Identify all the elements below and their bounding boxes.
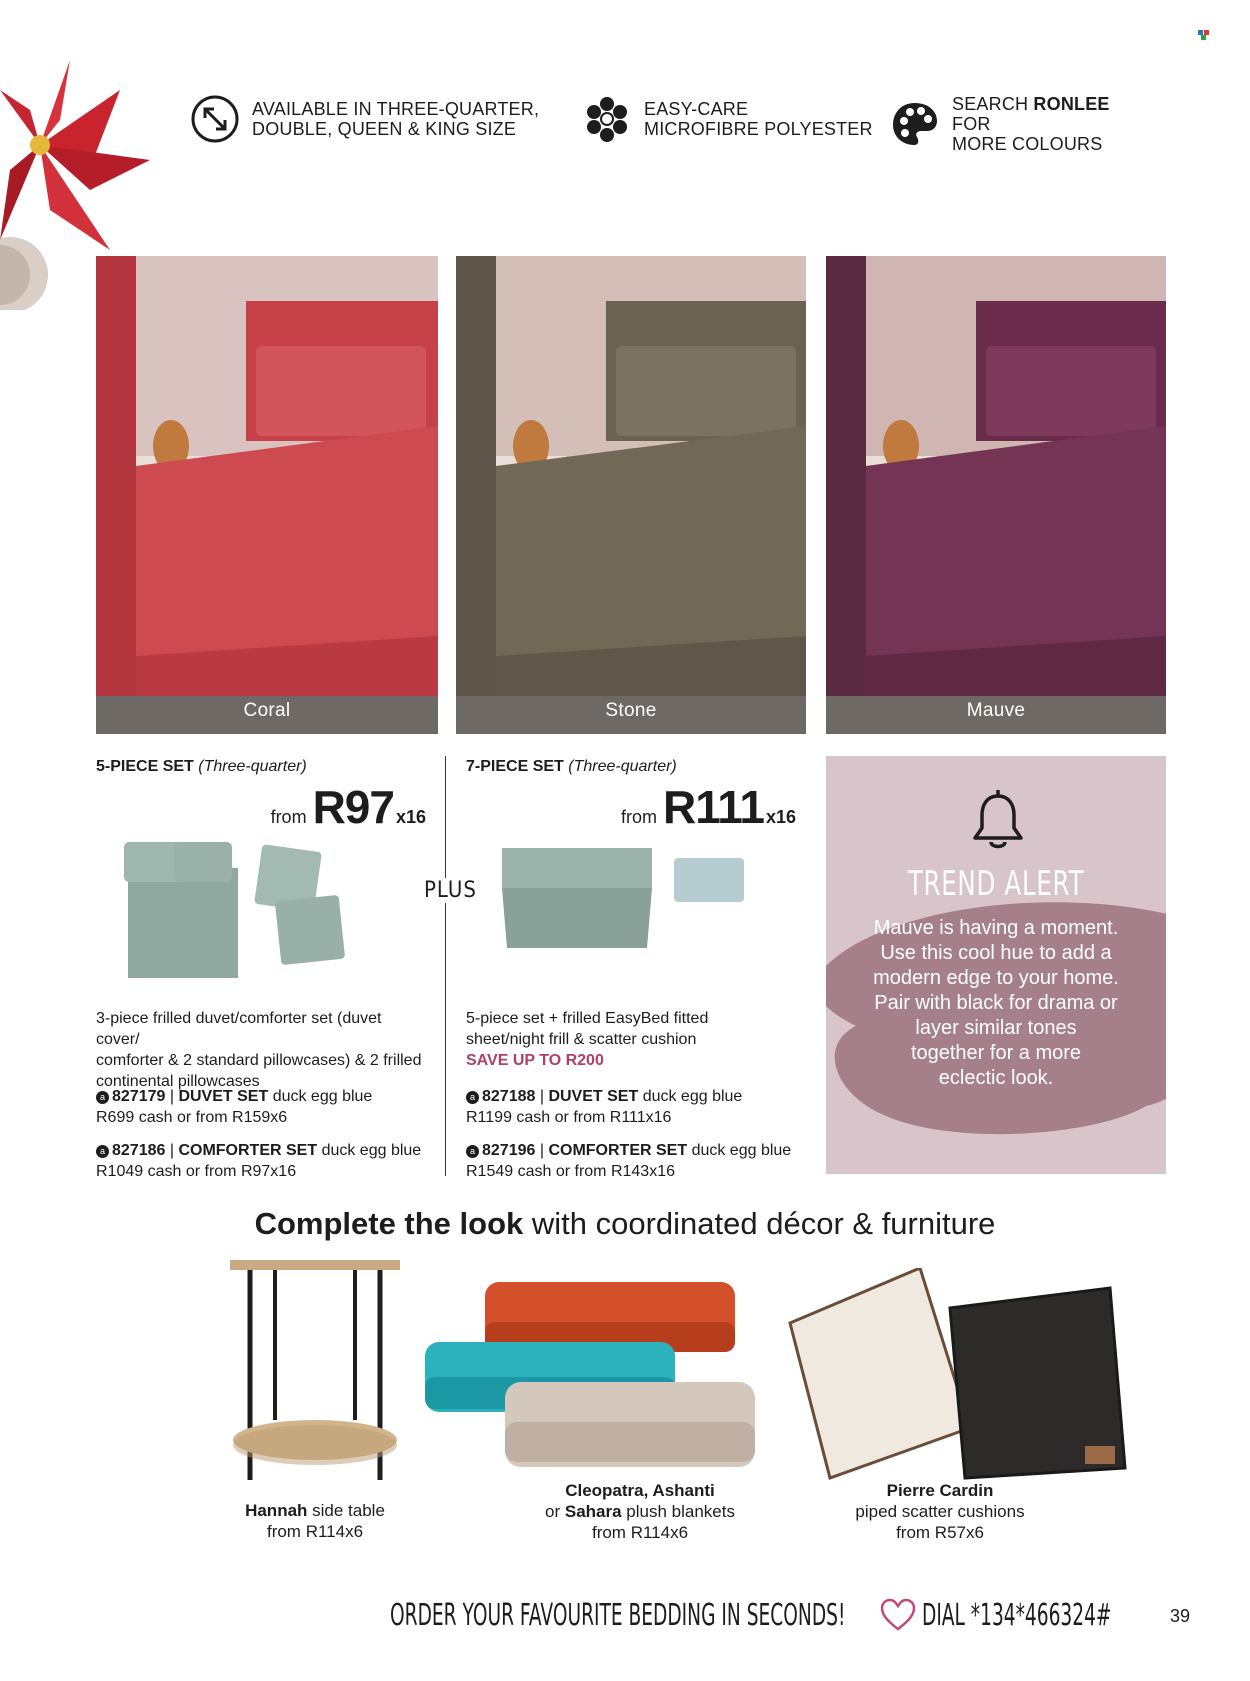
- feature-sizes: [190, 94, 539, 144]
- set-price: from R97 x16: [270, 781, 426, 833]
- feature-colours-text: SEARCH RONLEE FOR MORE COLOURS: [952, 94, 1110, 154]
- feature-colours: [890, 94, 1150, 154]
- bed-photo-stone: [456, 256, 806, 734]
- bed-label: Mauve: [966, 700, 1026, 721]
- trend-alert-body: Mauve is having a moment. Use this cool hue to add a modern edge to your home. Pair with black for drama or layer similar tones together for a more eclectic look.: [873, 917, 1119, 1089]
- set-title: 5-PIECE SET (Three-quarter): [96, 758, 307, 775]
- save-badge: SAVE UP TO R200: [466, 1052, 604, 1069]
- look-item-cushions: Pierre Cardin piped scatter cushions from R57x6: [855, 1481, 1025, 1542]
- look-item-blankets: Cleopatra, Ashanti or Sahara plush blankets from R114x6: [545, 1481, 735, 1542]
- resize-arrows-icon: [190, 94, 240, 144]
- duvet-set-product-image: [118, 838, 368, 978]
- set-price: from R111 x16: [621, 781, 796, 833]
- page-number: 39: [1170, 1606, 1191, 1626]
- complete-the-look-heading: Complete the look with coordinated décor & furniture: [254, 1206, 996, 1241]
- bed-photo-mauve: [826, 256, 1166, 734]
- five-piece-set: [96, 758, 426, 1178]
- plus-label: PLUS: [424, 878, 477, 903]
- scatter-cushions-image: [780, 1268, 1130, 1488]
- fabric-care-icon: [582, 94, 632, 144]
- feature-easy-care: [582, 94, 873, 144]
- fitted-sheet-product-image: [502, 838, 762, 958]
- footer: [0, 1592, 1250, 1642]
- brand-dots-icon: [1198, 30, 1212, 40]
- feature-sizes-text: AVAILABLE IN THREE-QUARTER, DOUBLE, QUEEN & KING SIZE: [252, 99, 540, 139]
- set-description: 5-piece set + frilled EasyBed fitted sheet/night frill & scatter cushion SAVE UP TO R200: [466, 1008, 796, 1071]
- brand-name: RONLEE: [1033, 94, 1110, 114]
- feature-row: [190, 94, 1150, 154]
- bed-photo-coral: [96, 256, 438, 734]
- column-divider: [445, 756, 446, 1176]
- set-description: 3-piece frilled duvet/comforter set (duvet cover/ comforter & 2 standard pillowcases) & 2 frilled continental pillowcases: [96, 1010, 422, 1090]
- trend-alert-panel: [826, 756, 1166, 1174]
- bed-label: Stone: [605, 700, 657, 721]
- plush-blankets-image: [425, 1282, 765, 1472]
- bell-icon: [969, 788, 1027, 854]
- look-item-side-table: Hannah side table from R114x6: [245, 1501, 385, 1541]
- product-duvet-set: a 827179 | DUVET SET duck egg blue R699 cash or from R159x6: [96, 1088, 373, 1126]
- dial-code: DIAL *134*466324#: [922, 1598, 1112, 1633]
- order-callout: ORDER YOUR FAVOURITE BEDDING IN SECONDS!: [390, 1598, 846, 1633]
- colour-palette-icon: [890, 99, 940, 149]
- product-comforter-set: a 827196 | COMFORTER SET duck egg blue R1549 cash or from R143x16: [466, 1142, 792, 1180]
- heart-icon: [880, 1598, 916, 1632]
- side-table-image: [230, 1260, 400, 1490]
- bed-label: Coral: [243, 700, 291, 721]
- product-duvet-set: a 827188 | DUVET SET duck egg blue R1199 cash or from R111x16: [466, 1088, 743, 1126]
- trend-alert-title: TREND ALERT: [907, 864, 1085, 904]
- seven-piece-set: [466, 758, 796, 1178]
- feature-easy-care-text: EASY-CARE MICROFIBRE POLYESTER: [644, 99, 873, 139]
- set-title: 7-PIECE SET (Three-quarter): [466, 758, 677, 775]
- product-comforter-set: a 827186 | COMFORTER SET duck egg blue R1049 cash or from R97x16: [96, 1142, 422, 1180]
